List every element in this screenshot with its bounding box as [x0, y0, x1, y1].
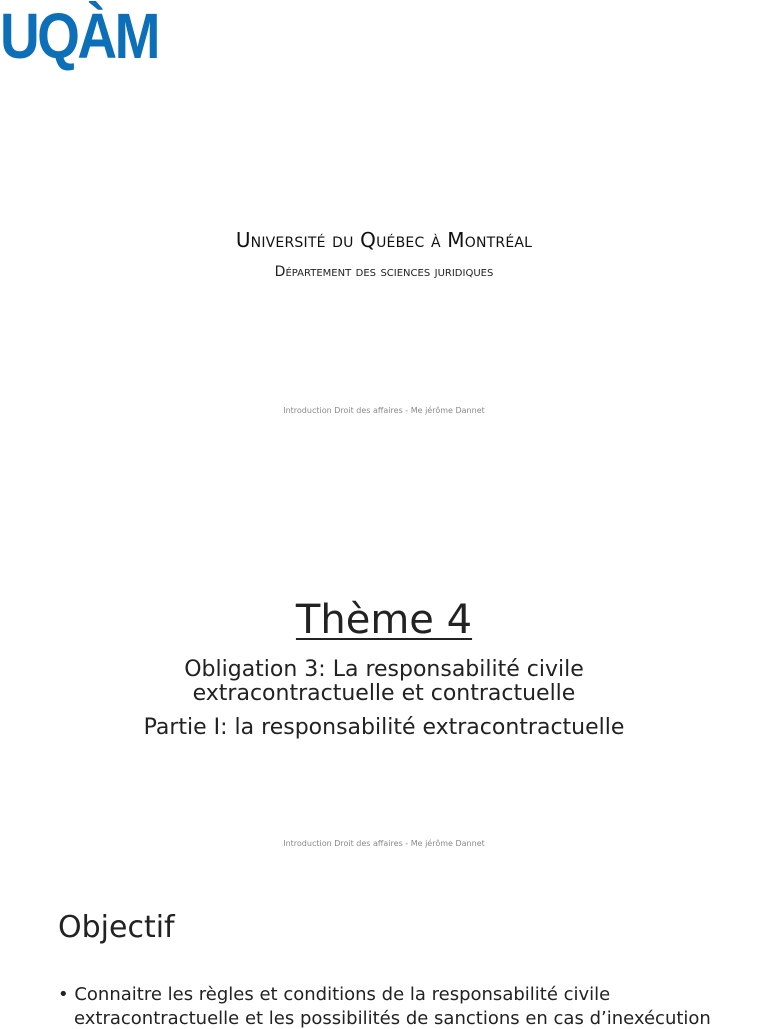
university-name: Université du Québec à Montréal — [235, 228, 533, 252]
slide-title — [0, 0, 768, 432]
theme-title — [0, 597, 768, 643]
theme-subtitle-line3: Partie I: la responsabilité extracontractuelle — [143, 715, 625, 740]
theme-subtitle-line1: Obligation 3: La responsabilité civile — [184, 657, 584, 682]
theme-title-text: Thème 4 — [295, 597, 473, 643]
slide-footer: Introduction Droit des affaires - Me jérôme Dannet — [283, 839, 485, 848]
slide-footer: Introduction Droit des affaires - Me jérôme Dannet — [283, 406, 485, 415]
department-name: Département des sciences juridiques — [274, 264, 494, 280]
uqam-logo: UQÀM — [0, 0, 158, 72]
slide-objectif — [0, 864, 768, 1029]
theme-subtitle-line2: extracontractuelle et contractuelle — [192, 681, 576, 706]
objectif-title: Objectif — [58, 910, 175, 945]
objectif-bullet-line1: • Connaitre les règles et conditions de la responsabilité civile — [58, 984, 611, 1005]
objectif-bullet-line2: extracontractuelle et les possibilités de sanctions en cas d’inexécution — [74, 1008, 711, 1029]
slide-theme — [0, 432, 768, 864]
